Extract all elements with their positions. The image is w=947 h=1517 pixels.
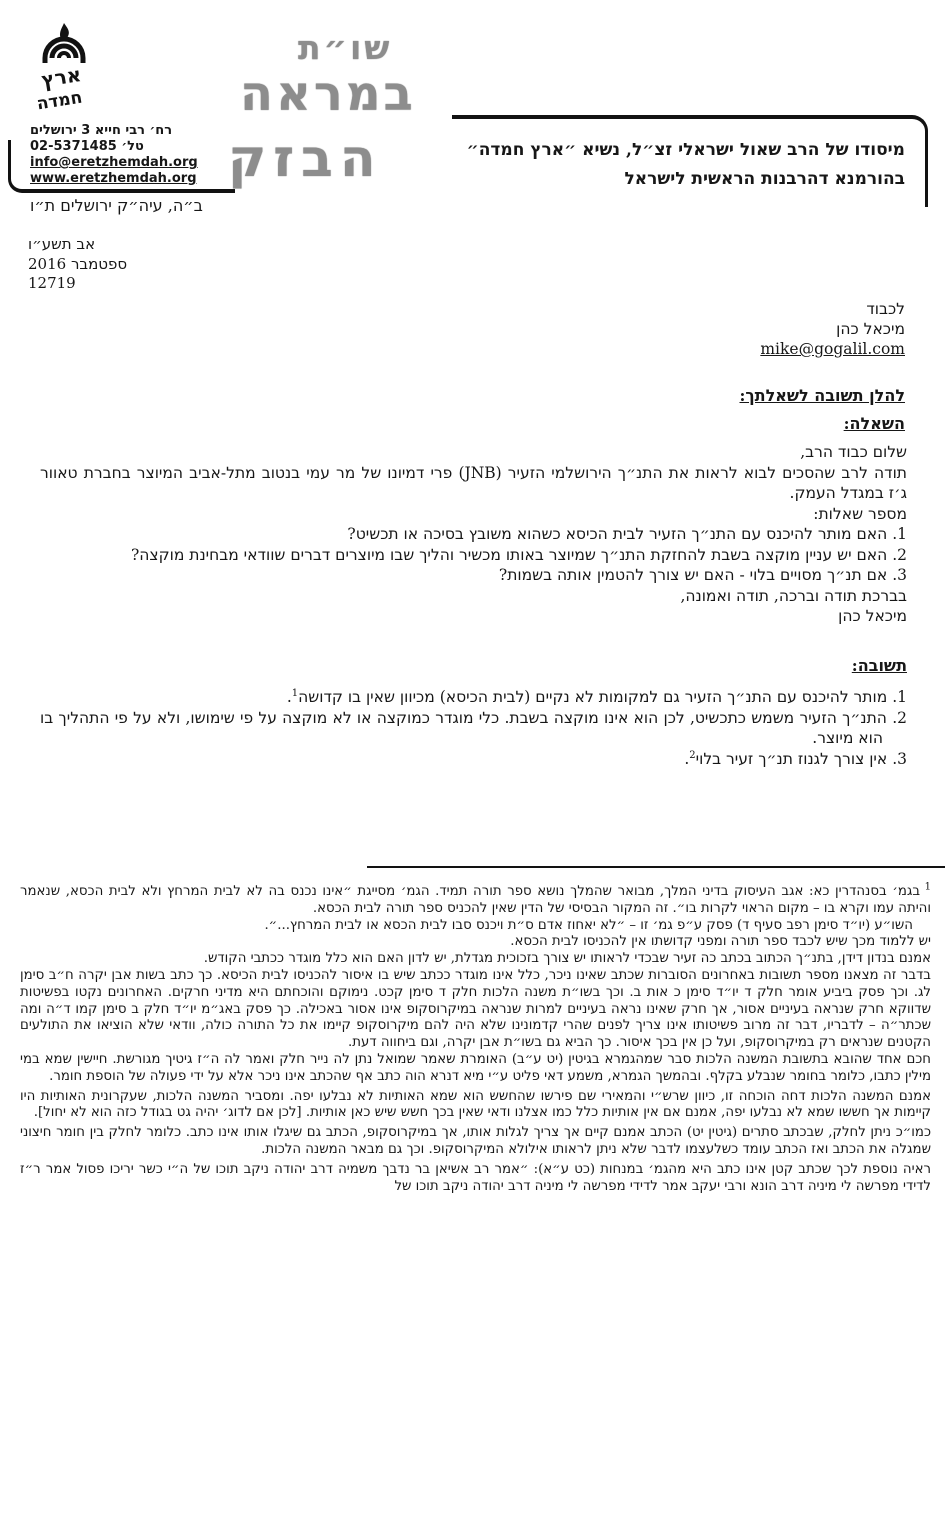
footnote-text: אמנם בנדון דידן, בתנ״ך הכתוב בכתב כה זעיר שבכדי לראותו יש צורך בזכוכית מגדלת, יש לדון האם הוא כלל מוגדר ככתבי הקודש. (203, 951, 931, 967)
answer-tail: . (286, 688, 292, 706)
question-number: 1. (892, 525, 907, 543)
question-text: האם יש עניין מוקצה בשבת להחזקת התנ״ך שמיוצר באותו מכשיר והליך שבו מיוצרים דברים שוודאי מבחינת מוקצה? (130, 545, 888, 564)
recipient-salutation: לכבוד (866, 300, 905, 318)
footnote-paragraph (20, 1052, 931, 1086)
answer-tail: . (684, 749, 690, 768)
footnote-text: כמו״כ ניתן לחלק, שבכתב סתרים (גיטין יט) הכתב אמנם קיים אך צריך לגלות אותו, אך במיקרוסקופ, הכתב גם שיגלו אותו אינו כתב. כלומר לחלק בין חומר חיצוני שמגלה את הכתב ואז הכתב עומד כשלעצמו לדבר שלא ניתן לראותו אילולא המיקרוסקופ. וכך גם מבאר המשנה הלכות. (20, 1125, 931, 1157)
answer-number: 3. (892, 749, 907, 768)
contact-bracket-line (8, 140, 235, 193)
footnote-text: ראיה נוספת לכך שכתב קטן אינו כתב היא מהגמ׳ במנחות (כט ע״א): ״אמר רב אשיאן בר נדבך משמיה דרב יהודה ניקב תוכו של ה״י כשר יריכו פסול אמר ר״ז לדידי מפרשה לי מיניה דרב הונא ורבי יעקב אמר לדידי מפרשה לי מיניה דרב יהודה ניקב תוכו של (20, 1161, 931, 1194)
answer-text: מותר להיכנס עם התנ״ך הזעיר גם למקומות לא נקיים (לבית הכיסא) מכיוון שאין בו קדושה (298, 688, 888, 706)
founder-line-1: מיסודו של הרב שאול ישראלי זצ״ל, נשיא ״ארץ חמדה״ (466, 140, 905, 160)
footnote-text: אמנם המשנה הלכות דחה הוכחה זו, כיוון שרש״י והמאירי שם פירשו שהחשש הוא שמא האותיות לא נבלעו יפה. ומסביר המשנה הלכות, שעקרונית האותיות היו קיימות אך חששו שמא לא נבלעו יפה, אמנם אם אין אותיות כלל כמו אצלנו ודאי שאין בכך חשש שיש כאן אותיות. [לכן אם לדוג׳ יהיה גט בגודל כזה הוא לא יחול]. (20, 1088, 931, 1121)
founder-line-2: בהורמנא דהרבנות הראשית לישראל (624, 169, 905, 189)
reference-block (28, 235, 127, 294)
journal-title-bemareh: במראה (240, 66, 416, 122)
footnote-paragraph (20, 881, 931, 918)
questions-label: מספר שאלות: (813, 504, 907, 523)
letter-body (40, 442, 907, 769)
answer-item (40, 687, 907, 708)
journal-title-habazak: הבזק (228, 128, 383, 189)
footnote-paragraph (20, 1162, 931, 1196)
footnote-paragraph (20, 1125, 931, 1159)
question-heading: השאלה: (843, 414, 905, 433)
question-text: האם מותר להיכנס עם התנ״ך הזעיר לבית הכיסא כשהוא משובץ בסיכה או תכשיט? (347, 525, 888, 543)
hebrew-date: אב תשע״ו (28, 235, 96, 253)
bsd-line: ב״ה, עיה״ק ירושלים ת״ו (30, 196, 203, 215)
question-item (40, 545, 907, 566)
question-intro: תודה לרב שהסכים לבוא לראות את התנ״ך הירושלמי הזעיר (JNB) פרי דמיונו של מר עמי בנטוב מתל-אביב המיוצר בחברת טאוור ג׳ז במגדל העמק. (40, 463, 907, 502)
eretz-hemdah-logo (28, 22, 98, 118)
answer-text: אין צורך לגנוז תנ״ך זעיר בלוי (695, 749, 888, 768)
gregorian-date: ספטמבר 2016 (28, 254, 128, 273)
question-number: 3. (892, 566, 907, 584)
contact-address: רח׳ רבי חייא 3 ירושלים (30, 123, 173, 138)
signoff-name: מיכאל כהן (838, 607, 907, 625)
footnote-ref: 1 (291, 687, 299, 699)
contact-website-link[interactable]: www.eretzhemdah.org (30, 171, 197, 186)
signoff-blessing: בברכת תודה וברכה, תודה ואמונה, (680, 586, 907, 605)
footnote-text: בדבר זה מצאנו מספר תשובות באחרונים הסוברות שכתב שאינו ניכר, כלל אינו מוגדר ככתב שיש בו איסור להכניסו לבית הכיסא. כך כתב בשות אבן יקרה ח״ב סימן לג. וכך פסק ביביע אומר חלק ד יו״ד סימן כ אות ב. וכך בשו״ת משנה הלכות חלק ד סימן קכט. נימוקם והוכחתם היא מדיני חרקים. האחרונים נקטו בפשיטות שדווקא חרק שנראה בעיניים אסור, אך חרק שאינו נראה בעיניים למרות שנראה במיקרוסקופ אינו אסור באכילה. כך פסק באג״מ יו״ד חלק ב סימן קמו ד״ה ומה שכתר״ה – לדבריו, דבר זה מרוב פשיטותו אינו צריך לפנים שהרי קדמונינו שלא היה להם מיקרוסקופ קיימו את כל התורה כולה, וודאי שלא הוציאו את התולעים הקטנים שנראים רק במיקרוסקופ, ועל כן אין בכך איסור. כך הביא גם בשו״ת אבן יקרה, וגם ביחווה דעת. (20, 967, 931, 1051)
question-text: אם תנ״ך מסויים בלוי - האם יש צורך להטמין אותה בשמות? (498, 566, 888, 584)
logo-word-hemdah: חמדה (35, 87, 84, 115)
footnote-paragraph (20, 918, 931, 935)
answer-heading: תשובה: (851, 655, 907, 675)
contact-email-link[interactable]: info@eretzhemdah.org (30, 155, 198, 170)
footnote-paragraph (20, 968, 931, 1052)
question-item (40, 565, 907, 586)
recipient-block (760, 299, 905, 359)
footnotes (20, 881, 931, 1195)
footnote-text: יש ללמוד מכך שיש לכבד ספר תורה ומפני קדושתו אין להכניסו לבית הכסא. (510, 934, 931, 950)
footnote-ref: 2 (689, 749, 696, 761)
footnote-text: בגמ׳ בסנהדרין כא: אגב העיסוק בדיני המלך, מבואר שהמלך נושא ספר תורה תמיד. הגמ׳ מסייגת ״אינו נכנס בה לא לבית המרחץ ולא לבית הכסא, שנאמר והיתה עמו וקרא בו – מקום הראוי לקרות בו״. זה המקור הבסיסי של הדין שאין להכניס ספר תורה לבית הכסא. (20, 884, 931, 916)
footnote-paragraph (20, 934, 931, 951)
reference-number: 12719 (28, 274, 76, 292)
question-number: 2. (892, 545, 907, 564)
answer-number: 1. (892, 688, 907, 706)
footnote-marker: 1 (920, 881, 931, 893)
answers-list (40, 687, 907, 769)
answer-text: התנ״ך הזעיר משמש כתכשיט, לכן הוא אינו מוקצה בשבת. כלי מוגדר כמוקצה או לא מוקצה על פי שימושו, ולא על פי התהליך בו הוא מיוצר. (40, 708, 887, 747)
contact-phone: טל׳ 02-5371485 (30, 139, 144, 154)
footnote-separator (367, 866, 945, 868)
answer-item (40, 749, 907, 770)
answer-number: 2. (892, 708, 907, 727)
question-item (40, 524, 907, 545)
footnote-text: השו״ע (יו״ד סימן רפב סעיף ד) פסק ע״פ גמ׳ זו – ״לא יאחוז אדם ס״ת ויכנס סבו לבית הכסא או לבית המרחץ...״. (264, 917, 913, 933)
intro-heading: להלן תשובה לשאלתך: (739, 386, 905, 405)
logo-word-eretz: ארץ (39, 62, 83, 93)
footnote-paragraph (20, 951, 931, 968)
masthead-founder-block (467, 136, 905, 194)
journal-title-shut: שו״ת (298, 28, 393, 67)
footnote-text: חכם אחד שהובא בתשובת המשנה הלכות סבר שמהגמרא בגיטין (יט ע״ב) האומרת שאמר שמואל נתן לה נייר חלק ואמר לה ה״ז גיטיך מגורשת. חיישין שמא במי מילין כתבו, כלומר בחומר שנבלע בקלף. ובהמשך הגמרא, משמע דאי פליט ע״י מיא דנרא הוה כתב אף שהכתב אינו ניכר אלא על ידי פעולה של הוספת חומר. (20, 1051, 931, 1084)
greeting: שלום כבוד הרב, (800, 443, 907, 461)
recipient-email-link[interactable]: mike@gogalil.com (760, 340, 905, 358)
recipient-name: מיכאל כהן (836, 320, 905, 338)
footnote-paragraph (20, 1089, 931, 1123)
answer-item (40, 708, 907, 749)
